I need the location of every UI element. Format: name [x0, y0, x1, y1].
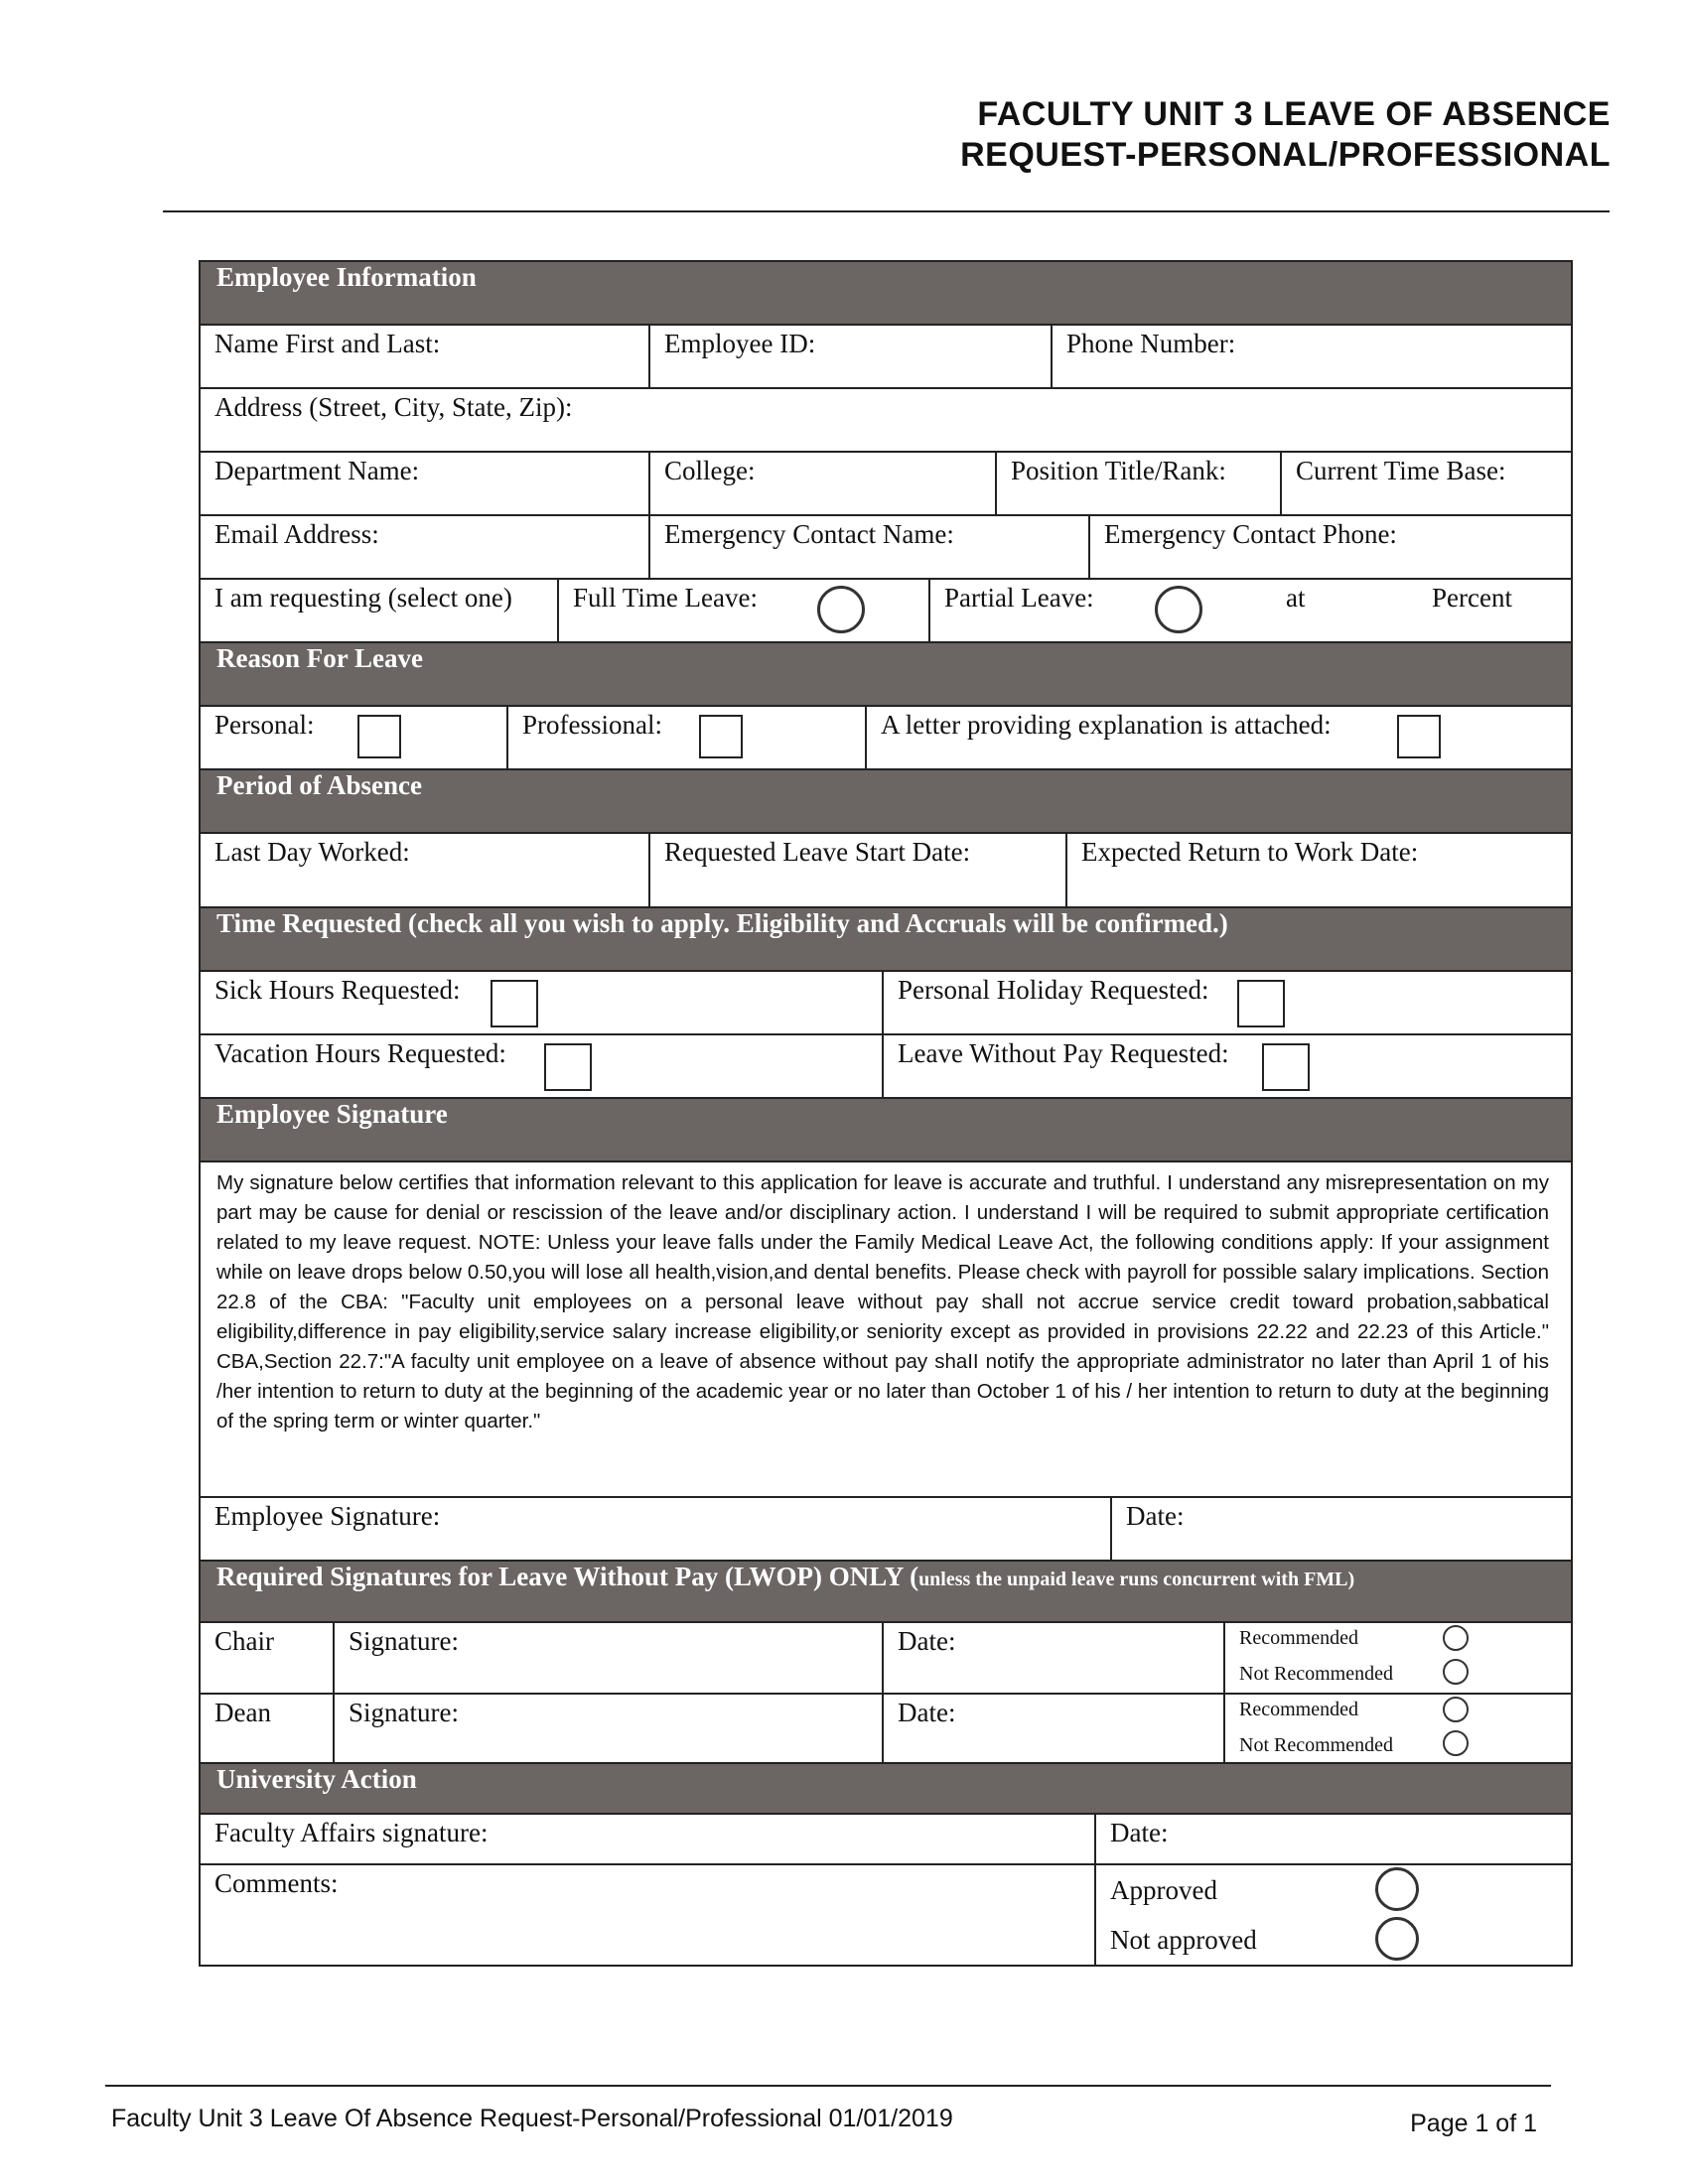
chair-recommended-label: Recommended	[1239, 1627, 1358, 1649]
dean-recommended-label: Recommended	[1239, 1699, 1358, 1720]
chair-date-label: Date:	[898, 1626, 956, 1656]
lwop-option[interactable]	[884, 1035, 1571, 1097]
footer-divider	[105, 2085, 1551, 2087]
employee-date-field[interactable]	[1112, 1498, 1571, 1560]
row-requesting	[201, 580, 1571, 643]
chair-signature-field[interactable]	[335, 1623, 884, 1693]
footer-form-name: Faculty Unit 3 Leave Of Absence Request-Personal/Professional 01/01/2019	[111, 2105, 953, 2132]
footer-page-number: Page 1 of 1	[1410, 2110, 1537, 2137]
leave-form	[199, 260, 1573, 1967]
partial-label: Partial Leave:	[944, 583, 1094, 613]
approved-label: Approved	[1110, 1875, 1217, 1905]
start-date-field[interactable]	[650, 834, 1067, 906]
personal-option[interactable]	[201, 707, 508, 768]
personal-label: Personal:	[214, 710, 315, 740]
holiday-checkbox[interactable]	[1237, 980, 1285, 1027]
at-label: at	[1286, 583, 1306, 613]
emergency-name-field[interactable]	[650, 516, 1090, 578]
comments-field[interactable]	[201, 1865, 1096, 1965]
section-lwop-signatures	[201, 1562, 1571, 1623]
address-label: Address (Street, City, State, Zip):	[214, 392, 573, 422]
dean-signature-label: Signature:	[349, 1698, 459, 1727]
university-date-field[interactable]	[1096, 1815, 1571, 1863]
emergency-phone-field[interactable]	[1090, 516, 1571, 578]
time-base-field[interactable]	[1282, 453, 1571, 514]
vacation-option[interactable]	[201, 1035, 884, 1097]
faculty-affairs-field[interactable]	[201, 1815, 1096, 1863]
row-address	[201, 389, 1571, 453]
section-time-requested: Time Requested (check all you wish to apply. Eligibility and Accruals will be confirmed.)	[201, 908, 1571, 972]
employee-id-field[interactable]	[650, 326, 1053, 387]
chair-recommendation	[1225, 1623, 1571, 1693]
name-field[interactable]	[201, 326, 650, 387]
professional-option[interactable]	[508, 707, 867, 768]
emergency-name-label: Emergency Contact Name:	[664, 519, 954, 549]
position-field[interactable]	[997, 453, 1282, 514]
lwop-heading: Required Signatures for Leave Without Pay (LWOP) ONLY (	[216, 1562, 919, 1591]
not-approved-radio[interactable]	[1375, 1917, 1419, 1961]
row-reason	[201, 707, 1571, 770]
row-dean	[201, 1695, 1571, 1764]
lwop-heading-note: unless the unpaid leave runs concurrent with FML)	[918, 1569, 1355, 1590]
lwop-label: Leave Without Pay Requested:	[898, 1038, 1229, 1068]
employee-date-label: Date:	[1126, 1501, 1185, 1531]
section-university-action: University Action	[201, 1764, 1571, 1815]
holiday-label: Personal Holiday Requested:	[898, 975, 1209, 1005]
professional-label: Professional:	[522, 710, 662, 740]
position-label: Position Title/Rank:	[1011, 456, 1226, 485]
form-title	[960, 94, 1611, 176]
return-date-label: Expected Return to Work Date:	[1081, 837, 1419, 867]
title-line-2: REQUEST-PERSONAL/PROFESSIONAL	[960, 136, 1611, 174]
approval-options	[1096, 1865, 1571, 1965]
dean-signature-field[interactable]	[335, 1695, 884, 1762]
title-line-1: FACULTY UNIT 3 LEAVE OF ABSENCE	[977, 95, 1611, 133]
chair-label: Chair	[201, 1623, 335, 1693]
personal-checkbox[interactable]	[357, 715, 401, 758]
requesting-label: I am requesting (select one)	[201, 580, 559, 641]
row-name-id-phone	[201, 326, 1571, 389]
certification-text: My signature below certifies that information relevant to this application for leave is accurate and truthful. I understand any misrepresentation on my part may be cause for denial or rescission of the leave and/or disciplinary action. I understand I will be required to submit appropriate certification related to my leave request. NOTE: Unless your leave falls under the Family Medical Leave Act, the following conditions apply: If your assignment while on leave drops below 0.50,you will lose all health,vision,and dental benefits. Please check with payroll for possible salary implications. Section 22.8 of the CBA: "Faculty unit employees on a personal leave without pay shall not accrue service credit toward probation,sabbatical eligibility,difference in pay eligibility,service salary increase eligibility,or seniority except as provided in provisions 22.22 and 22.23 of this Article." CBA,Section 22.7:"A faculty unit employee on a leave of absence without pay shaII notify the appropriate administrator no later than April 1 of his /her intention to return to duty at the beginning of the academic year or no later than October 1 of his / her intention to return to duty at the beginning of the spring term or winter quarter."	[201, 1162, 1571, 1498]
full-time-label: Full Time Leave:	[573, 583, 759, 613]
section-reason-for-leave: Reason For Leave	[201, 643, 1571, 707]
sick-hours-option[interactable]	[201, 972, 884, 1033]
letter-option[interactable]	[867, 707, 1571, 768]
college-field[interactable]	[650, 453, 997, 514]
dean-not-recommended-label: Not Recommended	[1239, 1734, 1393, 1756]
sick-hours-checkbox[interactable]	[491, 980, 538, 1027]
chair-signature-label: Signature:	[349, 1626, 459, 1656]
chair-recommended-radio[interactable]	[1443, 1625, 1469, 1651]
section-employee-information: Employee Information	[201, 262, 1571, 326]
row-email-emergency	[201, 516, 1571, 580]
department-field[interactable]	[201, 453, 650, 514]
partial-option[interactable]	[930, 580, 1571, 641]
row-faculty-affairs	[201, 1815, 1571, 1865]
professional-checkbox[interactable]	[699, 715, 743, 758]
percent-label: Percent	[1432, 583, 1512, 613]
chair-date-field[interactable]	[884, 1623, 1225, 1693]
last-day-label: Last Day Worked:	[214, 837, 410, 867]
row-period	[201, 834, 1571, 908]
not-approved-label: Not approved	[1110, 1925, 1257, 1955]
sick-hours-label: Sick Hours Requested:	[214, 975, 461, 1005]
full-time-option[interactable]	[559, 580, 930, 641]
dean-date-field[interactable]	[884, 1695, 1225, 1762]
row-vacation-lwop	[201, 1035, 1571, 1099]
dean-date-label: Date:	[898, 1698, 956, 1727]
lwop-checkbox[interactable]	[1262, 1043, 1310, 1091]
full-time-radio[interactable]	[817, 586, 865, 633]
phone-field[interactable]	[1053, 326, 1571, 387]
last-day-field[interactable]	[201, 834, 650, 906]
address-field[interactable]	[201, 389, 1571, 451]
employee-signature-field[interactable]	[201, 1498, 1112, 1560]
dean-not-recommended-radio[interactable]	[1443, 1730, 1469, 1756]
university-date-label: Date:	[1110, 1818, 1169, 1847]
college-label: College:	[664, 456, 756, 485]
chair-not-recommended-label: Not Recommended	[1239, 1663, 1393, 1685]
letter-label: A letter providing explanation is attached:	[881, 710, 1332, 740]
row-employee-signature	[201, 1498, 1571, 1562]
vacation-checkbox[interactable]	[544, 1043, 592, 1091]
section-employee-signature: Employee Signature	[201, 1099, 1571, 1162]
chair-not-recommended-radio[interactable]	[1443, 1659, 1469, 1685]
employee-id-label: Employee ID:	[664, 329, 816, 358]
row-chair	[201, 1623, 1571, 1695]
comments-label: Comments:	[214, 1868, 339, 1898]
department-label: Department Name:	[214, 456, 420, 485]
partial-radio[interactable]	[1155, 586, 1202, 633]
start-date-label: Requested Leave Start Date:	[664, 837, 971, 867]
dean-label: Dean	[201, 1695, 335, 1762]
vacation-label: Vacation Hours Requested:	[214, 1038, 506, 1068]
header-divider	[163, 210, 1610, 212]
email-label: Email Address:	[214, 519, 379, 549]
dean-recommended-radio[interactable]	[1443, 1697, 1469, 1722]
employee-signature-label: Employee Signature:	[214, 1501, 441, 1531]
faculty-affairs-label: Faculty Affairs signature:	[214, 1818, 489, 1847]
emergency-phone-label: Emergency Contact Phone:	[1104, 519, 1397, 549]
dean-recommendation	[1225, 1695, 1571, 1762]
row-department	[201, 453, 1571, 516]
holiday-option[interactable]	[884, 972, 1571, 1033]
row-comments	[201, 1865, 1571, 1965]
time-base-label: Current Time Base:	[1296, 456, 1506, 485]
letter-checkbox[interactable]	[1397, 715, 1441, 758]
return-date-field[interactable]	[1067, 834, 1571, 906]
section-period-of-absence: Period of Absence	[201, 770, 1571, 834]
row-sick-holiday	[201, 972, 1571, 1035]
email-field[interactable]	[201, 516, 650, 578]
phone-label: Phone Number:	[1066, 329, 1236, 358]
name-label: Name First and Last:	[214, 329, 441, 358]
approved-radio[interactable]	[1375, 1867, 1419, 1911]
